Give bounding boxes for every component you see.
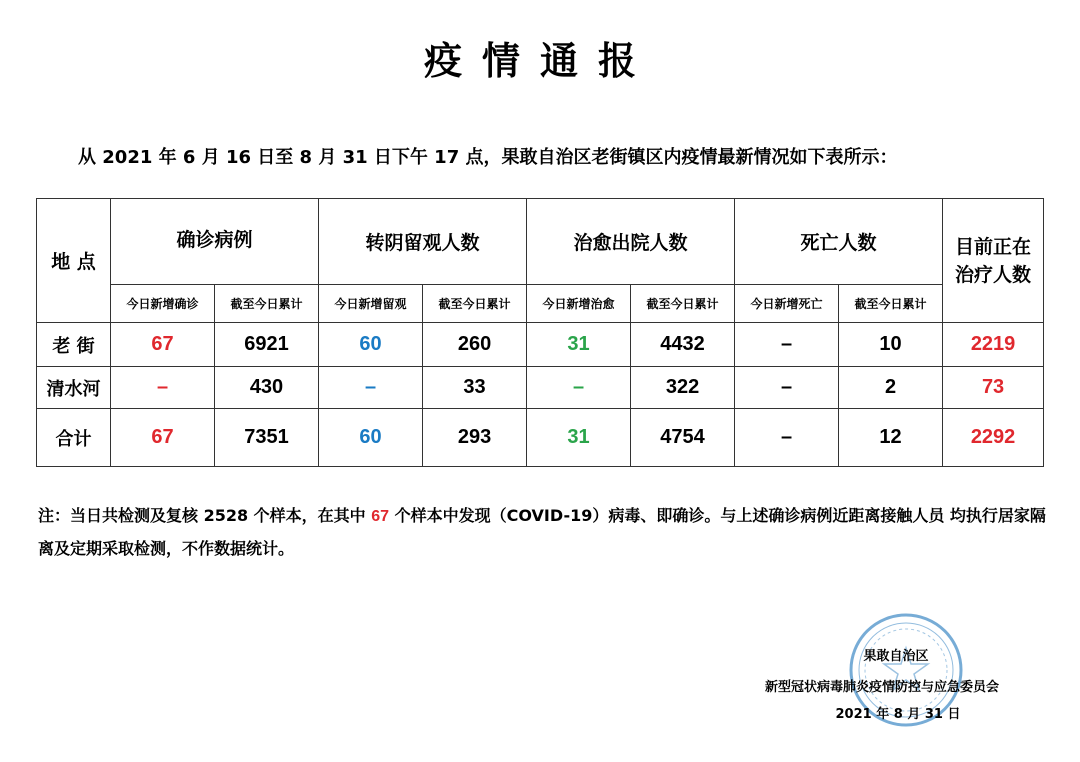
cell-new-recovered: 31 (527, 409, 631, 467)
cell-total-negative: 260 (423, 323, 527, 367)
header-recovered: 治愈出院人数 (527, 199, 735, 285)
subheader-cell: 今日新增治愈 (527, 285, 631, 323)
table-row (37, 367, 1044, 409)
cell-treating: 73 (943, 367, 1044, 409)
cell-new-deaths: – (735, 323, 839, 367)
footnote-highlight: 67 (371, 508, 390, 525)
cell-new-recovered: 31 (527, 323, 631, 367)
cell-treating: 2219 (943, 323, 1044, 367)
cell-new-deaths: – (735, 367, 839, 409)
header-confirmed: 确诊病例 (111, 199, 319, 285)
epidemic-table (36, 198, 1044, 467)
intro-text: 从 2021 年 6 月 16 日至 8 月 31 日下午 17 点，果敢自治区老街镇区内疫情最新情况如下表所示： (78, 147, 898, 168)
signature-org: 果敢自治区 (863, 649, 929, 664)
cell-new-deaths: – (735, 409, 839, 467)
cell-new-negative: – (319, 367, 423, 409)
header-negative: 转阴留观人数 (319, 199, 527, 285)
cell-total-negative: 293 (423, 409, 527, 467)
cell-new-negative: 60 (319, 409, 423, 467)
subheader-row (37, 285, 1044, 323)
cell-total-deaths: 2 (839, 367, 943, 409)
cell-total-deaths: 12 (839, 409, 943, 467)
cell-total-recovered: 4432 (631, 323, 735, 367)
subheader-cell: 今日新增确诊 (111, 285, 215, 323)
cell-total-confirmed: 7351 (215, 409, 319, 467)
cell-new-confirmed: – (111, 367, 215, 409)
page-title: 疫情通报 (423, 39, 656, 83)
subheader-cell: 截至今日累计 (631, 285, 735, 323)
row-place: 合计 (37, 409, 111, 467)
subheader-cell: 截至今日累计 (839, 285, 943, 323)
footnote-prefix: 注：当日共检测及复核 2528 个样本，在其中 (38, 506, 372, 525)
table-row (37, 409, 1044, 467)
signature-date: 2021 年 8 月 31 日 (835, 707, 961, 722)
cell-new-confirmed: 67 (111, 409, 215, 467)
cell-new-negative: 60 (319, 323, 423, 367)
subheader-cell: 截至今日累计 (215, 285, 319, 323)
cell-treating: 2292 (943, 409, 1044, 467)
cell-total-deaths: 10 (839, 323, 943, 367)
subheader-cell: 今日新增死亡 (735, 285, 839, 323)
cell-total-confirmed: 430 (215, 367, 319, 409)
cell-new-confirmed: 67 (111, 323, 215, 367)
header-deaths: 死亡人数 (735, 199, 943, 285)
header-place: 地 点 (37, 199, 111, 323)
cell-new-recovered: – (527, 367, 631, 409)
table-row (37, 323, 1044, 367)
row-place: 老 街 (37, 323, 111, 367)
row-place: 清水河 (37, 367, 111, 409)
signature-committee: 新型冠状病毒肺炎疫情防控与应急委员会 (764, 680, 999, 695)
cell-total-recovered: 4754 (631, 409, 735, 467)
footnote-suffix: 个样本中发现（COVID-19）病毒、即确诊。与上述确诊病例近距离接触人员 均执行居家隔离及定期采取检测，不作数据统计。 (38, 506, 1046, 558)
header-treating: 目前正在治疗人数 (943, 199, 1044, 323)
subheader-cell: 今日新增留观 (319, 285, 423, 323)
cell-total-confirmed: 6921 (215, 323, 319, 367)
cell-total-negative: 33 (423, 367, 527, 409)
footnote (38, 500, 1048, 565)
subheader-cell: 截至今日累计 (423, 285, 527, 323)
cell-total-recovered: 322 (631, 367, 735, 409)
